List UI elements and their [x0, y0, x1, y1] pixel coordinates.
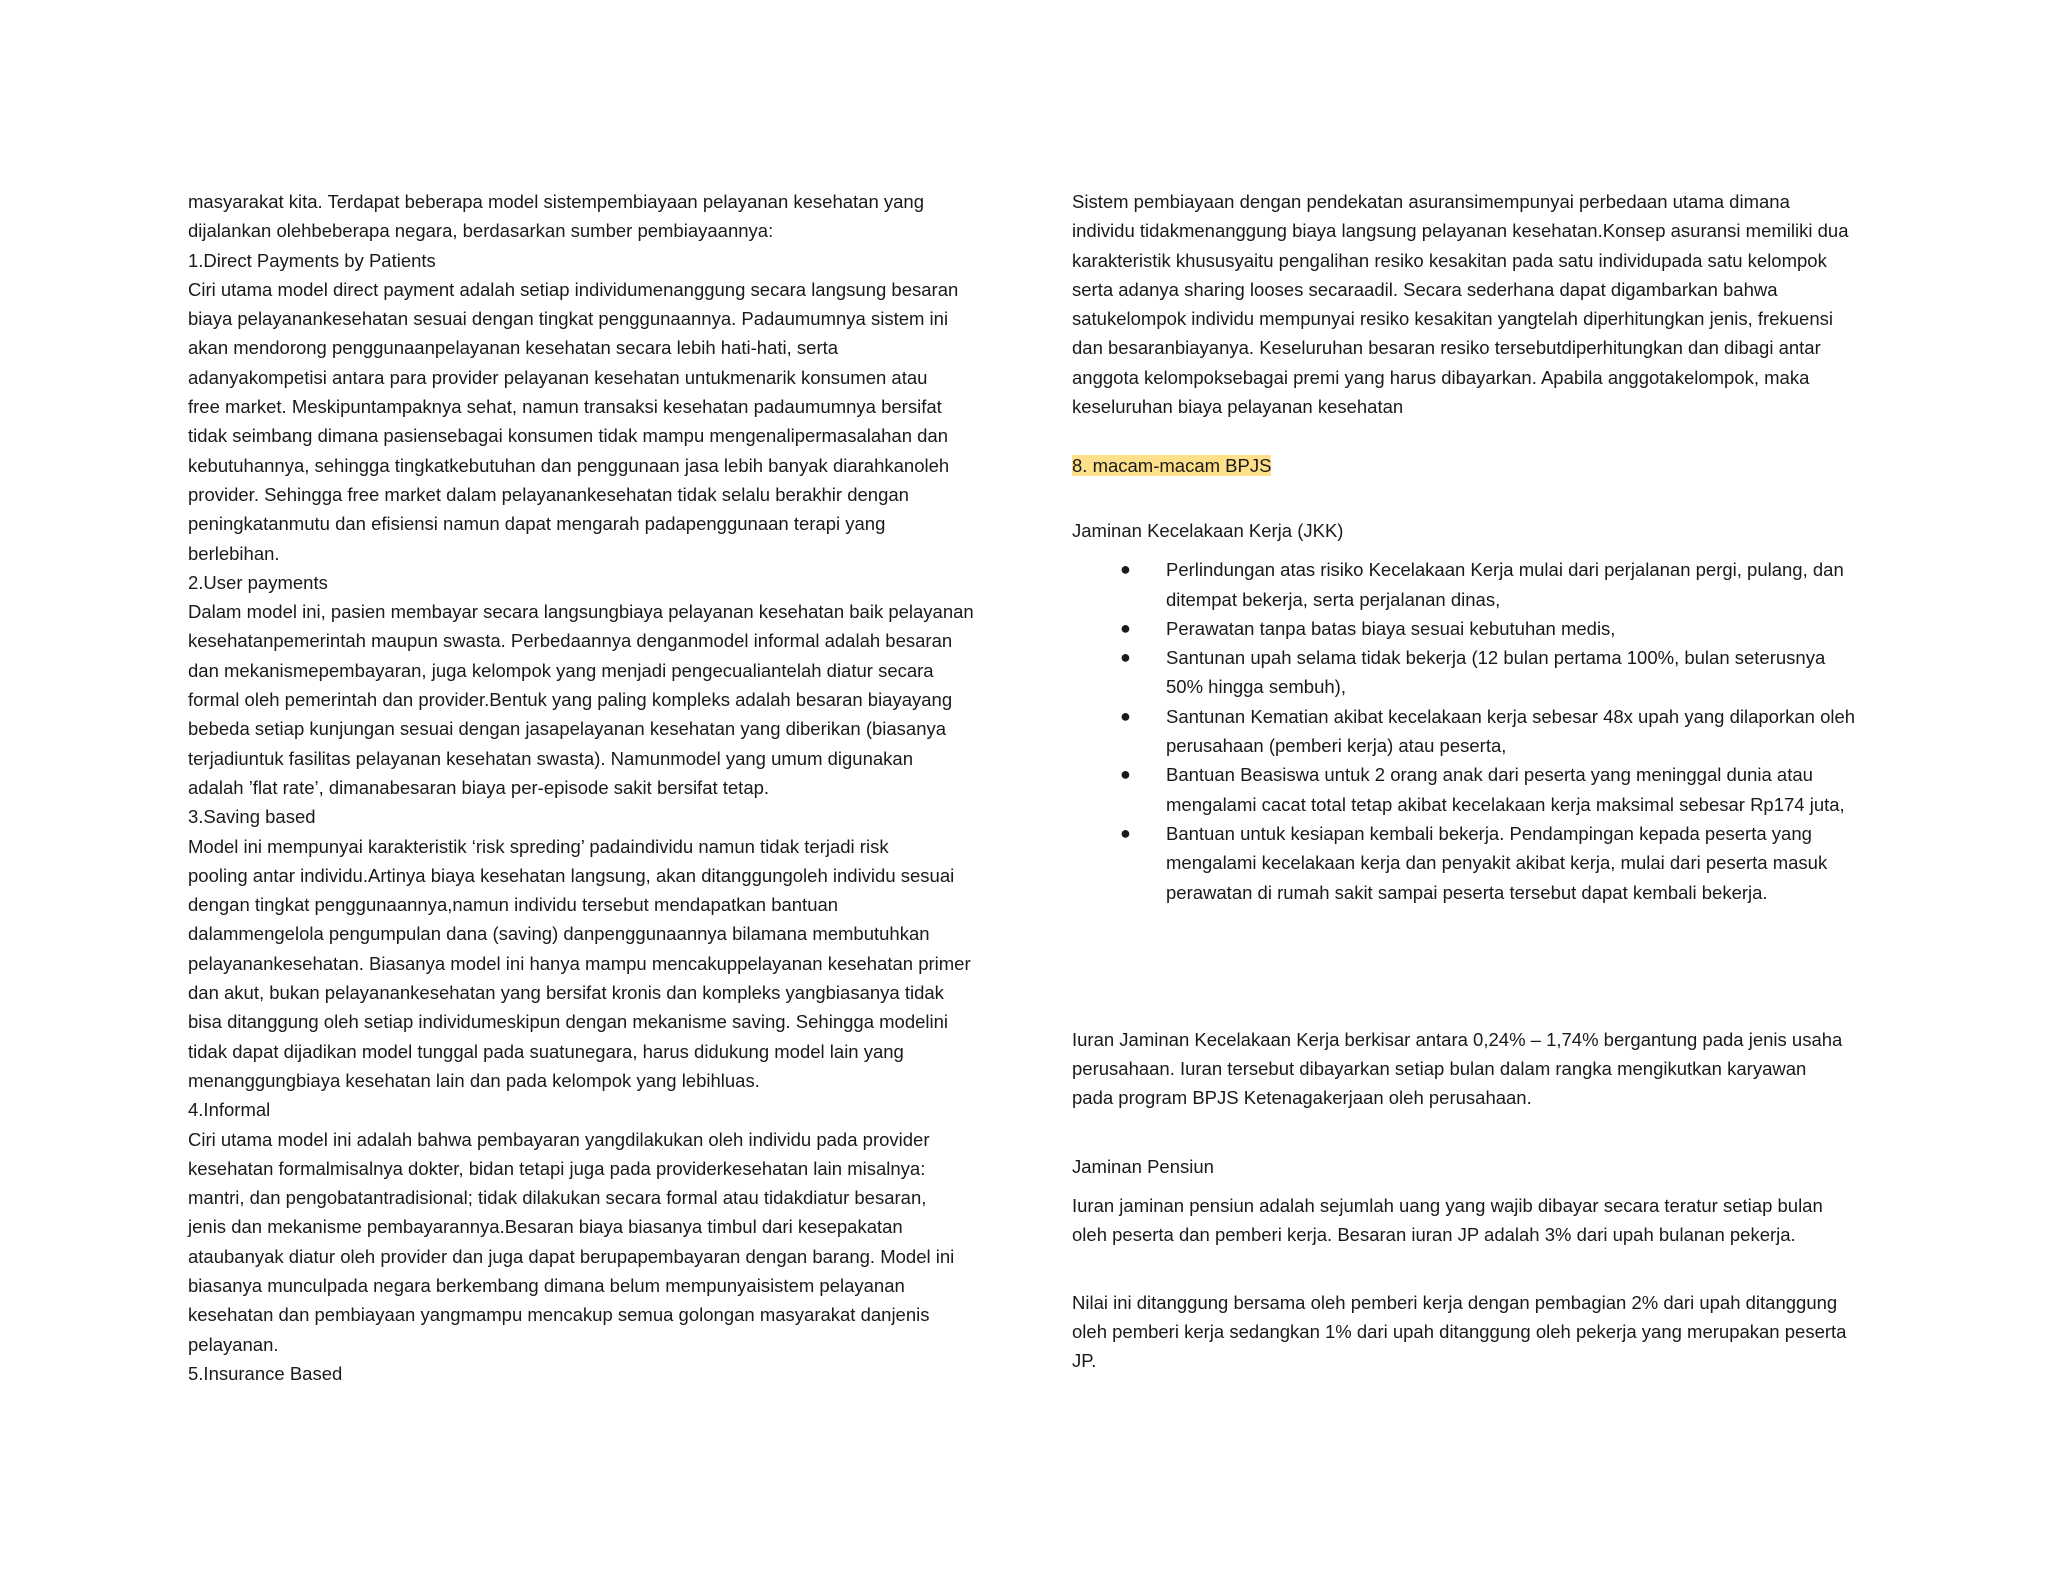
- list-item-text: perawatan di rumah sakit sampai peserta tersebut dapat kembali bekerja.: [1166, 881, 1768, 903]
- text-line: bebeda setiap kunjungan sesuai dengan jasapelayanan kesehatan yang diberikan (biasanya: [188, 718, 947, 740]
- text-line: dalammengelola pengumpulan dana (saving) danpenggunaannya bilamana membutuhkan: [188, 923, 930, 945]
- text-line: biaya pelayanankesehatan sesuai dengan tingkat penggunaannya. Padaumumnya sistem ini: [188, 308, 949, 330]
- text-line: dan besaranbiayanya. Keseluruhan besaran resiko tersebutdiperhitungkan dan dibagi antar: [1072, 337, 1821, 359]
- text-line: pooling antar individu.Artinya biaya kesehatan langsung, akan ditanggungoleh individu sesuai: [188, 864, 955, 886]
- text-line: menanggungbiaya kesehatan lain dan pada kelompok yang lebihluas.: [188, 1069, 760, 1091]
- text-line: adanyakompetisi antara para provider pelayanan kesehatan untukmenarik konsumen atau: [188, 366, 928, 388]
- jp-share-paragraph: [1072, 1288, 1872, 1376]
- bullet-icon: ●: [1120, 822, 1131, 843]
- list-item: [1072, 643, 1872, 702]
- jkk-benefit-list: [1072, 555, 1872, 907]
- text-line: Model ini mempunyai karakteristik ‘risk spreding’ padaindividu namun tidak terjadi risk: [188, 835, 889, 857]
- text-line: JP.: [1072, 1350, 1097, 1372]
- text-line: formal oleh pemerintah dan provider.Bentuk yang paling kompleks adalah besaran biayayang: [188, 689, 953, 711]
- list-item: [1072, 702, 1872, 761]
- text-line: karakteristik khususyaitu pengalihan resiko kesakitan pada satu individupada satu kelompok: [1072, 249, 1827, 271]
- text-line: pelayanan.: [188, 1333, 279, 1355]
- text-line: dan mekanismepembayaran, juga kelompok yang menjadi pengecualiantelah diatur secara: [188, 659, 934, 681]
- list-item-text: Santunan Kematian akibat kecelakaan kerja sebesar 48x upah yang dilaporkan oleh: [1166, 705, 1856, 727]
- text-line: provider. Sehingga free market dalam pelayanankesehatan tidak selalu berakhir dengan: [188, 483, 909, 505]
- text-line: pelayanankesehatan. Biasanya model ini hanya mampu mencakuppelayanan kesehatan primer: [188, 952, 971, 974]
- text-line: perusahaan. Iuran tersebut dibayarkan setiap bulan dalam rangka mengikutkan karyawan: [1072, 1058, 1807, 1080]
- text-line: masyarakat kita. Terdapat beberapa model sistempembiayaan pelayanan kesehatan yang: [188, 191, 925, 212]
- intro-paragraph: [1072, 187, 1872, 421]
- text-line: free market. Meskipuntampaknya sehat, namun transaksi kesehatan padaumumnya bersifat: [188, 396, 942, 418]
- text-line: anggota kelompoksebagai premi yang harus dibayarkan. Apabila anggotakelompok, maka: [1072, 366, 1810, 388]
- list-item-text: 50% hingga sembuh),: [1166, 676, 1346, 698]
- bullet-icon: ●: [1120, 559, 1131, 580]
- text-line: Ciri utama model direct payment adalah setiap individumenanggung secara langsung besaran: [188, 278, 959, 300]
- text-line: 3.Saving based: [188, 806, 316, 828]
- list-item: [1072, 760, 1872, 819]
- text-line: tidak dapat dijadikan model tunggal pada suatunegara, harus didukung model lain yang: [188, 1040, 904, 1062]
- list-item-text: mengalami cacat total tetap akibat kecelakaan kerja maksimal sebesar Rp174 juta,: [1166, 793, 1845, 815]
- text-line: serta adanya sharing looses secaraadil. Secara sederhana dapat digambarkan bahwa: [1072, 278, 1778, 300]
- jp-heading: Jaminan Pensiun: [1072, 1155, 1214, 1177]
- text-line: berlebihan.: [188, 542, 280, 564]
- bullet-icon: ●: [1120, 617, 1131, 638]
- text-line: satukelompok individu mempunyai resiko kesakitan yangtelah diperhitungkan jenis, frekuensi: [1072, 308, 1833, 330]
- jkk-heading: Jaminan Kecelakaan Kerja (JKK): [1072, 519, 1344, 541]
- text-line: kesehatan dan pembiayaan yangmampu mencakup semua golongan masyarakat danjenis: [188, 1304, 930, 1326]
- list-item-text: Santunan upah selama tidak bekerja (12 bulan pertama 100%, bulan seterusnya: [1166, 647, 1826, 669]
- list-item: [1072, 614, 1872, 643]
- text-line: 4.Informal: [188, 1099, 271, 1121]
- list-item: [1072, 819, 1872, 907]
- text-line: individu tidakmenanggung biaya langsung pelayanan kesehatan.Konsep asuransi memiliki dua: [1072, 220, 1849, 242]
- jp-paragraph: [1072, 1191, 1872, 1250]
- text-line: kesehatan formalmisalnya dokter, bidan tetapi juga pada providerkesehatan lain misalnya:: [188, 1157, 926, 1179]
- text-line: tidak seimbang dimana pasiensebagai konsumen tidak mampu mengenalipermasalahan dan: [188, 425, 948, 447]
- text-line: Nilai ini ditanggung bersama oleh pemberi kerja dengan pembagian 2% dari upah ditanggung: [1072, 1291, 1838, 1313]
- bullet-icon: ●: [1120, 647, 1131, 668]
- text-line: peningkatanmutu dan efisiensi namun dapat mengarah padapenggunaan terapi yang: [188, 513, 886, 535]
- text-line: mantri, dan pengobatantradisional; tidak dilakukan secara formal atau tidakdiatur besaran,: [188, 1187, 927, 1209]
- text-line: bisa ditanggung oleh setiap individumeskipun dengan mekanisme saving. Sehingga modelini: [188, 1011, 949, 1033]
- text-line: oleh peserta dan pemberi kerja. Besaran iuran JP adalah 3% dari upah bulanan pekerja.: [1072, 1224, 1796, 1246]
- text-line: jenis dan mekanisme pembayarannya.Besaran biaya biasanya timbul dari kesepakatan: [188, 1216, 903, 1238]
- text-line: Iuran jaminan pensiun adalah sejumlah uang yang wajib dibayar secara teratur setiap bulan: [1072, 1195, 1823, 1217]
- text-line: kebutuhannya, sehingga tingkatkebutuhan dan penggunaan jasa lebih banyak diarahkanoleh: [188, 454, 950, 476]
- text-line: keseluruhan biaya pelayanan kesehatan: [1072, 396, 1404, 418]
- text-line: 5.Insurance Based: [188, 1362, 343, 1384]
- text-line: ataubanyak diatur oleh provider dan juga dapat berupapembayaran dengan barang. Model ini: [188, 1245, 955, 1267]
- text-line: dijalankan olehbeberapa negara, berdasarkan sumber pembiayaannya:: [188, 220, 774, 242]
- right-column: [1072, 187, 1872, 1376]
- section-heading: 8. macam-macam BPJS: [1072, 454, 1272, 476]
- list-item-text: mengalami kecelakaan kerja dan penyakit akibat kerja, mulai dari peserta masuk: [1166, 852, 1828, 874]
- bullet-icon: ●: [1120, 705, 1131, 726]
- list-item-text: perusahaan (pemberi kerja) atau peserta,: [1166, 735, 1507, 757]
- list-item: [1072, 555, 1872, 614]
- list-item-text: Perawatan tanpa batas biaya sesuai kebutuhan medis,: [1166, 617, 1616, 639]
- list-item-text: ditempat bekerja, serta perjalanan dinas,: [1166, 588, 1501, 610]
- text-line: 1.Direct Payments by Patients: [188, 249, 436, 271]
- text-line: pada program BPJS Ketenagakerjaan oleh perusahaan.: [1072, 1087, 1532, 1109]
- text-line: biasanya munculpada negara berkembang dimana belum mempunyaisistem pelayanan: [188, 1274, 905, 1296]
- text-line: akan mendorong penggunaanpelayanan kesehatan secara lebih hati-hati, serta: [188, 337, 839, 359]
- list-item-text: Perlindungan atas risiko Kecelakaan Kerja mulai dari perjalanan pergi, pulang, dan: [1166, 559, 1844, 581]
- text-line: oleh pemberi kerja sedangkan 1% dari upah ditanggung oleh pekerja yang merupakan peserta: [1072, 1320, 1847, 1342]
- left-column: [188, 187, 988, 1388]
- list-item-text: Bantuan Beasiswa untuk 2 orang anak dari peserta yang meninggal dunia atau: [1166, 764, 1813, 786]
- text-line: Dalam model ini, pasien membayar secara langsungbiaya pelayanan kesehatan baik pelayanan: [188, 601, 974, 623]
- text-line: Sistem pembiayaan dengan pendekatan asuransimempunyai perbedaan utama dimana: [1072, 191, 1790, 212]
- text-line: 2.User payments: [188, 571, 328, 593]
- text-line: Ciri utama model ini adalah bahwa pembayaran yangdilakukan oleh individu pada provider: [188, 1128, 930, 1150]
- bullet-icon: ●: [1120, 764, 1131, 785]
- text-line: adalah ’flat rate’, dimanabesaran biaya per-episode sakit bersifat tetap.: [188, 776, 770, 798]
- section-heading-row: [1072, 451, 1872, 480]
- text-line: kesehatanpemerintah maupun swasta. Perbedaannya denganmodel informal adalah besaran: [188, 630, 953, 652]
- text-line: terjadiuntuk fasilitas pelayanan kesehatan swasta). Namunmodel yang umum digunakan: [188, 747, 914, 769]
- jkk-iuran-paragraph: [1072, 1025, 1872, 1113]
- text-line: dan akut, bukan pelayanankesehatan yang bersifat kronis dan kompleks yangbiasanya tidak: [188, 982, 944, 1004]
- text-line: Iuran Jaminan Kecelakaan Kerja berkisar antara 0,24% – 1,74% bergantung pada jenis usaha: [1072, 1028, 1843, 1050]
- text-line: dengan tingkat penggunaannya,namun individu tersebut mendapatkan bantuan: [188, 894, 839, 916]
- list-item-text: Bantuan untuk kesiapan kembali bekerja. Pendampingan kepada peserta yang: [1166, 822, 1812, 844]
